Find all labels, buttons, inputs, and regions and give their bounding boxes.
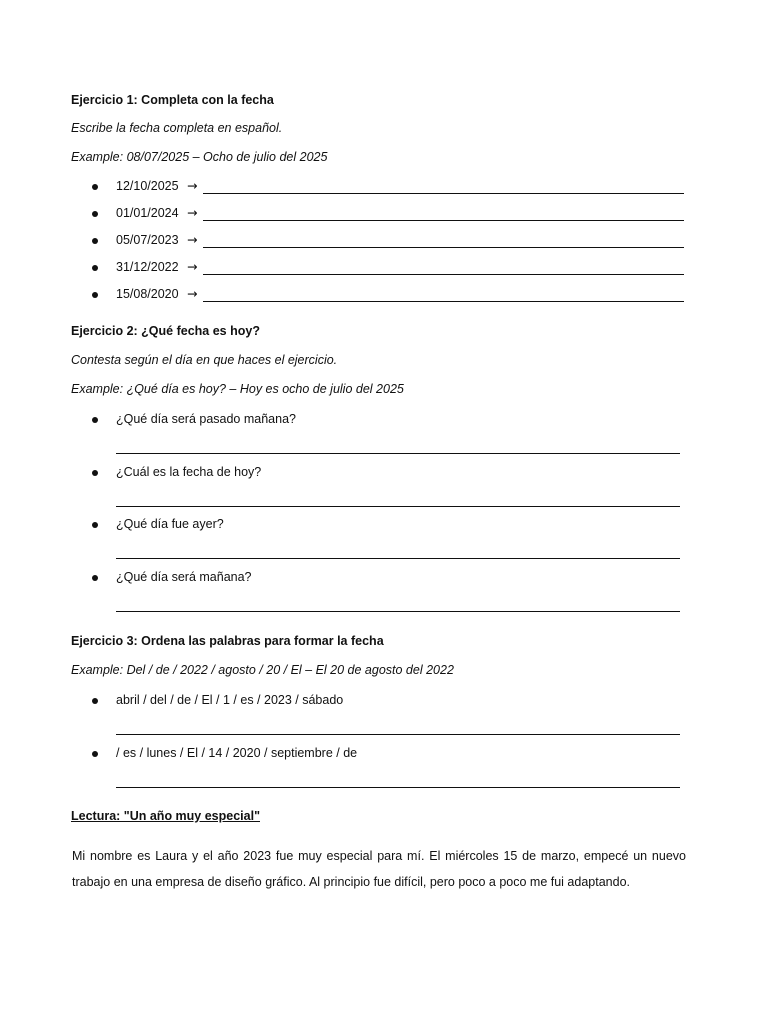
arrow-icon: → [187,205,198,220]
exercise-1-instruction: Escribe la fecha completa en español. [71,121,283,135]
answer-line[interactable] [203,220,684,221]
bullet-icon [92,751,98,757]
exercise-1-example: Example: 08/07/2025 – Ocho de julio del 2025 [71,150,328,164]
bullet-icon [92,522,98,528]
exercise-1-title: Ejercicio 1: Completa con la fecha [71,93,274,107]
bullet-icon [92,470,98,476]
bullet-icon [92,184,98,190]
reading-paragraph: Mi nombre es Laura y el año 2023 fue muy especial para mí. El miércoles 15 de marzo, empecé un nuevo trabajo en una empresa de diseño gráfico. Al principio fue difícil, pero poco a poco me fui adaptando. [72,849,686,889]
exercise-2-title: Ejercicio 2: ¿Qué fecha es hoy? [71,324,260,338]
answer-line[interactable] [203,193,684,194]
date-text: 31/12/2022 [116,260,179,274]
question-text: ¿Qué día fue ayer? [116,517,224,531]
question-text: ¿Cuál es la fecha de hoy? [116,465,262,479]
bullet-icon [92,265,98,271]
exercise-2-example: Example: ¿Qué día es hoy? – Hoy es ocho de julio del 2025 [71,382,404,396]
answer-line[interactable] [116,453,680,454]
answer-line[interactable] [116,558,680,559]
date-text: 01/01/2024 [116,206,179,220]
answer-line[interactable] [203,301,684,302]
date-text: 15/08/2020 [116,287,179,301]
arrow-icon: → [187,259,198,274]
arrow-icon: → [187,232,198,247]
question-text: ¿Qué día será mañana? [116,570,252,584]
bullet-icon [92,698,98,704]
reading-title: Lectura: "Un año muy especial" [71,809,260,823]
word-scramble-text: / es / lunes / El / 14 / 2020 / septiembre / de [116,746,358,760]
word-scramble-text: abril / del / de / El / 1 / es / 2023 / sábado [116,693,344,707]
arrow-icon: → [187,178,198,193]
exercise-3-example: Example: Del / de / 2022 / agosto / 20 / El – El 20 de agosto del 2022 [71,663,454,677]
arrow-icon: → [187,286,198,301]
date-text: 05/07/2023 [116,233,179,247]
question-text: ¿Qué día será pasado mañana? [116,412,296,426]
bullet-icon [92,417,98,423]
answer-line[interactable] [116,734,680,735]
answer-line[interactable] [116,611,680,612]
answer-line[interactable] [203,274,684,275]
answer-line[interactable] [116,506,680,507]
bullet-icon [92,211,98,217]
answer-line[interactable] [116,787,680,788]
bullet-icon [92,575,98,581]
exercise-2-instruction: Contesta según el día en que haces el ejercicio. [71,353,338,367]
bullet-icon [92,238,98,244]
exercise-3-title: Ejercicio 3: Ordena las palabras para formar la fecha [71,634,384,648]
answer-line[interactable] [203,247,684,248]
date-text: 12/10/2025 [116,179,179,193]
bullet-icon [92,292,98,298]
